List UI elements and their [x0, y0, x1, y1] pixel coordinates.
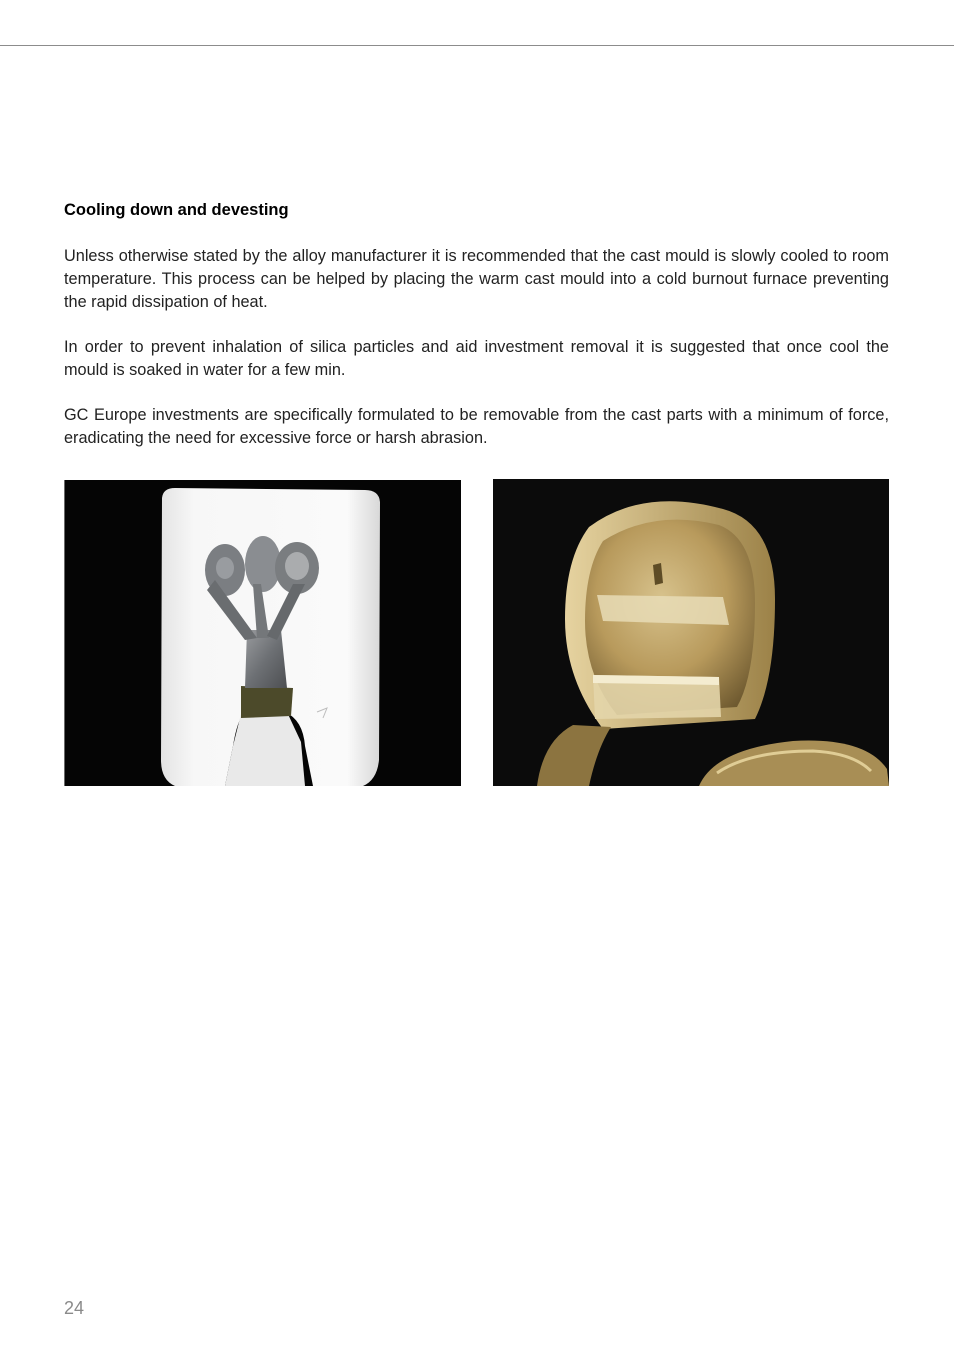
crown-photo — [493, 479, 889, 786]
header-rule — [0, 45, 954, 46]
paragraph-soaking: In order to prevent inhalation of silica particles and aid investment removal it is suggested that once cool the mould is soaked in water for a few min. — [64, 338, 889, 379]
investment-mould-partially-devested-icon — [65, 480, 461, 786]
paragraph-cooling: Unless otherwise stated by the alloy manufacturer it is recommended that the cast mould is slowly cooled to room temperature. This process can be helped by placing the warm cast mould into a cold burnout furnace preventing the rapid dissipation of heat. — [64, 247, 889, 311]
paragraph-removal: GC Europe investments are specifically formulated to be removable from the cast parts with a minimum of force, eradicating the need for excessive force or harsh abrasion. — [64, 406, 889, 447]
section-heading: Cooling down and devesting — [64, 201, 289, 219]
page-number: 24 — [64, 1298, 85, 1318]
gold-cast-crown-icon — [493, 479, 889, 786]
mould-photo — [64, 480, 461, 786]
